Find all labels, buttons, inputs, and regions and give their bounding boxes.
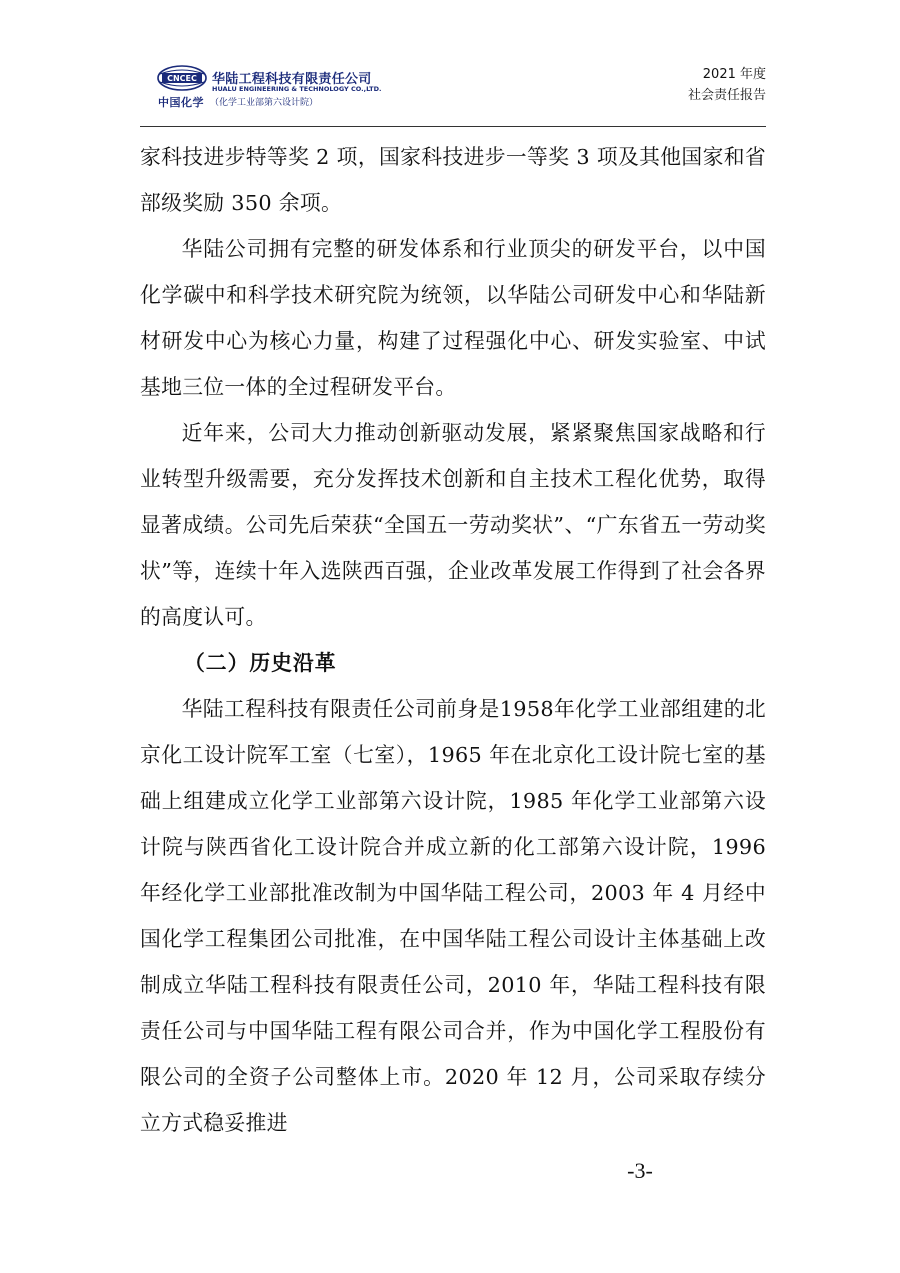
paragraph-history: 华陆工程科技有限责任公司前身是1958年化学工业部组建的北京化工设计院军工室（七室），1965 年在北京化工设计院七室的基础上组建成立化学工业部第六设计院，1985 年化学工业部第六设计院与陕西省化工设计院合并成立新的化工部第六设计院，1996 年经化学工业部批准改制为中国华陆工程公司，2003 年 4 月经中国化学工程集团公司批准，在中国华陆工程公司设计主体基础上改制成立华陆工程科技有限责任公司，2010 年，华陆工程科技有限责任公司与中国华陆工程有限公司合并，作为中国化学工程股份有限公司的全资子公司整体上市。2020 年 12 月，公司采取存续分立方式稳妥推进: [140, 697, 766, 1135]
report-year: 2021 年度: [702, 67, 766, 82]
page-body: [140, 134, 766, 1146]
company-former-name: （化学工业部第六设计院）: [210, 98, 319, 108]
paragraph-rnd: 华陆公司拥有完整的研发体系和行业顶尖的研发平台，以中国化学碳中和科学技术研究院为统领，以华陆公司研发中心和华陆新材研发中心为核心力量，构建了过程强化中心、研发实验室、中试基地三位一体的全过程研发平台。: [140, 237, 766, 399]
emblem-text: CNCEC: [167, 74, 197, 83]
brand-name-cn: 中国化学: [158, 96, 204, 109]
report-label: [688, 64, 766, 106]
page-header: [140, 60, 766, 128]
header-divider: [140, 126, 766, 127]
company-name-cn: 华陆工程科技有限责任公司: [212, 72, 372, 87]
company-name-en: HUALU ENGINEERING & TECHNOLOGY CO.,LTD.: [212, 85, 382, 93]
report-title: 社会责任报告: [687, 88, 766, 103]
section-heading: （二）历史沿革: [184, 651, 337, 675]
page-number: -3-: [627, 1158, 653, 1183]
paragraph-achievements: 近年来，公司大力推动创新驱动发展，紧紧聚焦国家战略和行业转型升级需要，充分发挥技术创新和自主技术工程化优势，取得显著成绩。公司先后荣获“全国五一劳动奖状”、“广东省五一劳动奖状”等，连续十年入选陕西百强，企业改革发展工作得到了社会各界的高度认可。: [140, 421, 766, 629]
cncec-emblem-icon: [156, 64, 208, 92]
paragraph-continued: 家科技进步特等奖 2 项，国家科技进步一等奖 3 项及其他国家和省部级奖励 350 余项。: [140, 145, 766, 215]
